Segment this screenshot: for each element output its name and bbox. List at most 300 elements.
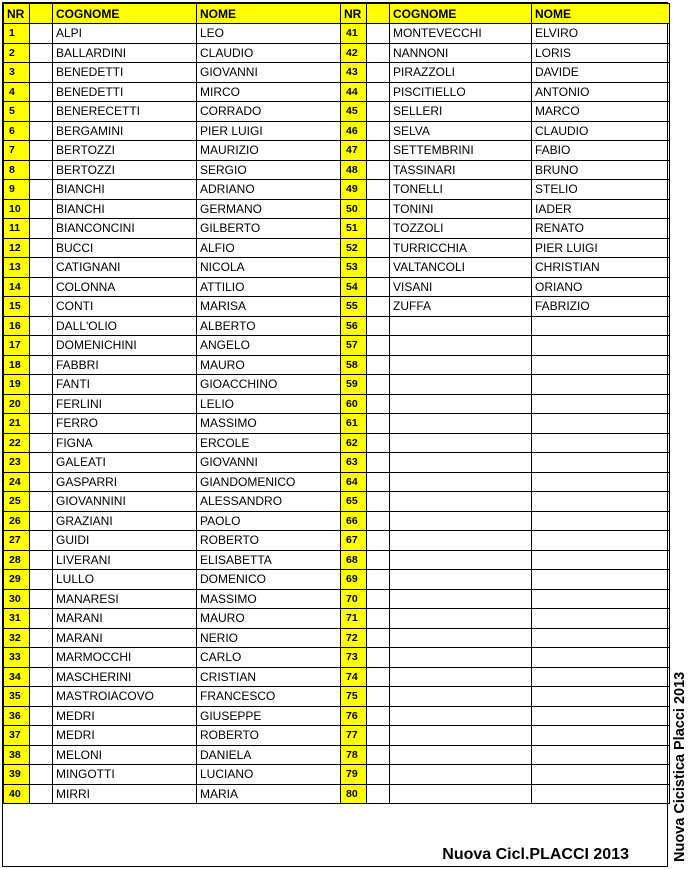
nome-cell	[532, 414, 670, 434]
nr-cell: 32	[4, 628, 30, 648]
nr-cell: 7	[4, 141, 30, 161]
blank-cell	[30, 628, 53, 648]
nr-cell: 80	[341, 784, 367, 804]
cognome-cell: BERTOZZI	[53, 141, 197, 161]
blank-cell	[367, 511, 390, 531]
nr-cell: 79	[341, 765, 367, 785]
cognome-cell	[390, 745, 532, 765]
cognome-cell: MARANI	[53, 628, 197, 648]
nr-cell: 17	[4, 336, 30, 356]
cognome-cell	[390, 765, 532, 785]
blank-cell	[367, 63, 390, 83]
nr-cell: 76	[341, 706, 367, 726]
blank-cell	[367, 141, 390, 161]
nr-cell: 78	[341, 745, 367, 765]
table-row	[4, 765, 670, 785]
nr-cell: 55	[341, 297, 367, 317]
nr-cell: 61	[341, 414, 367, 434]
blank-cell	[367, 24, 390, 44]
cognome-cell: MELONI	[53, 745, 197, 765]
table-row	[4, 745, 670, 765]
blank-cell	[30, 102, 53, 122]
nome-cell: ANGELO	[197, 336, 341, 356]
header-nr-left: NR	[4, 4, 30, 24]
cognome-cell: SELLERI	[390, 102, 532, 122]
nr-cell: 2	[4, 43, 30, 63]
nr-cell: 38	[4, 745, 30, 765]
header-row	[4, 4, 670, 24]
nome-cell: ERCOLE	[197, 433, 341, 453]
nome-cell: GIOVANNI	[197, 63, 341, 83]
cognome-cell	[390, 784, 532, 804]
blank-cell	[367, 219, 390, 239]
nr-cell: 58	[341, 355, 367, 375]
header-blank-right	[367, 4, 390, 24]
blank-cell	[367, 238, 390, 258]
cognome-cell: GRAZIANI	[53, 511, 197, 531]
blank-cell	[367, 394, 390, 414]
nome-cell	[532, 765, 670, 785]
blank-cell	[367, 297, 390, 317]
nome-cell: GILBERTO	[197, 219, 341, 239]
nome-cell	[532, 492, 670, 512]
nome-cell: CORRADO	[197, 102, 341, 122]
nr-cell: 65	[341, 492, 367, 512]
nome-cell	[532, 628, 670, 648]
cognome-cell: CONTI	[53, 297, 197, 317]
cognome-cell	[390, 355, 532, 375]
nome-cell: FRANCESCO	[197, 687, 341, 707]
blank-cell	[30, 531, 53, 551]
nome-cell: GIUSEPPE	[197, 706, 341, 726]
nome-cell: LELIO	[197, 394, 341, 414]
nr-cell: 4	[4, 82, 30, 102]
nr-cell: 33	[4, 648, 30, 668]
blank-cell	[30, 511, 53, 531]
blank-cell	[367, 706, 390, 726]
cognome-cell	[390, 609, 532, 629]
nome-cell: ELVIRO	[532, 24, 670, 44]
cognome-cell: DOMENICHINI	[53, 336, 197, 356]
nr-cell: 74	[341, 667, 367, 687]
table-row	[4, 82, 670, 102]
table-row	[4, 258, 670, 278]
table-row	[4, 589, 670, 609]
nome-cell: ELISABETTA	[197, 550, 341, 570]
nr-cell: 29	[4, 570, 30, 590]
blank-cell	[30, 745, 53, 765]
nome-cell: DAVIDE	[532, 63, 670, 83]
nr-cell: 68	[341, 550, 367, 570]
nr-cell: 67	[341, 531, 367, 551]
cognome-cell	[390, 414, 532, 434]
cognome-cell	[390, 531, 532, 551]
cognome-cell: GUIDI	[53, 531, 197, 551]
nr-cell: 41	[341, 24, 367, 44]
nome-cell	[532, 433, 670, 453]
cognome-cell	[390, 648, 532, 668]
blank-cell	[30, 765, 53, 785]
cognome-cell	[390, 472, 532, 492]
nr-cell: 19	[4, 375, 30, 395]
table-row	[4, 570, 670, 590]
header-nr-right: NR	[341, 4, 367, 24]
blank-cell	[30, 492, 53, 512]
table-row	[4, 297, 670, 317]
blank-cell	[367, 43, 390, 63]
table-row	[4, 453, 670, 473]
cognome-cell: BIANCHI	[53, 199, 197, 219]
nome-cell: LORIS	[532, 43, 670, 63]
nome-cell	[532, 336, 670, 356]
header-blank-left	[30, 4, 53, 24]
blank-cell	[30, 43, 53, 63]
nome-cell: ALFIO	[197, 238, 341, 258]
nome-cell: GERMANO	[197, 199, 341, 219]
nr-cell: 27	[4, 531, 30, 551]
nr-cell: 69	[341, 570, 367, 590]
nr-cell: 13	[4, 258, 30, 278]
blank-cell	[30, 687, 53, 707]
blank-cell	[30, 375, 53, 395]
cognome-cell: TURRICCHIA	[390, 238, 532, 258]
side-label: Nuova Cicistica Placci 2013	[672, 671, 688, 862]
nome-cell	[532, 589, 670, 609]
nome-cell: GIANDOMENICO	[197, 472, 341, 492]
table-row	[4, 628, 670, 648]
nome-cell	[532, 570, 670, 590]
blank-cell	[30, 180, 53, 200]
table-row	[4, 414, 670, 434]
nr-cell: 30	[4, 589, 30, 609]
nr-cell: 12	[4, 238, 30, 258]
cognome-cell: PISCITIELLO	[390, 82, 532, 102]
nr-cell: 73	[341, 648, 367, 668]
blank-cell	[30, 414, 53, 434]
nome-cell	[532, 687, 670, 707]
nome-cell: BRUNO	[532, 160, 670, 180]
nr-cell: 9	[4, 180, 30, 200]
nr-cell: 37	[4, 726, 30, 746]
blank-cell	[367, 160, 390, 180]
cognome-cell: FIGNA	[53, 433, 197, 453]
nome-cell: PIER LUIGI	[197, 121, 341, 141]
nr-cell: 66	[341, 511, 367, 531]
blank-cell	[367, 550, 390, 570]
blank-cell	[367, 589, 390, 609]
cognome-cell: PIRAZZOLI	[390, 63, 532, 83]
nome-cell: NICOLA	[197, 258, 341, 278]
table-row	[4, 726, 670, 746]
nr-cell: 36	[4, 706, 30, 726]
nr-cell: 24	[4, 472, 30, 492]
table-row	[4, 24, 670, 44]
blank-cell	[367, 570, 390, 590]
nome-cell	[532, 609, 670, 629]
blank-cell	[367, 472, 390, 492]
blank-cell	[30, 394, 53, 414]
cognome-cell: VALTANCOLI	[390, 258, 532, 278]
blank-cell	[367, 745, 390, 765]
nome-cell: CARLO	[197, 648, 341, 668]
nome-cell: MAURO	[197, 355, 341, 375]
cognome-cell: BALLARDINI	[53, 43, 197, 63]
nr-cell: 11	[4, 219, 30, 239]
nr-cell: 18	[4, 355, 30, 375]
blank-cell	[367, 648, 390, 668]
cognome-cell: FANTI	[53, 375, 197, 395]
blank-cell	[30, 141, 53, 161]
cognome-cell: BENERECETTI	[53, 102, 197, 122]
cognome-cell	[390, 316, 532, 336]
cognome-cell: GASPARRI	[53, 472, 197, 492]
nome-cell: STELIO	[532, 180, 670, 200]
cognome-cell: MARMOCCHI	[53, 648, 197, 668]
nome-cell: FABIO	[532, 141, 670, 161]
nr-cell: 42	[341, 43, 367, 63]
table-row	[4, 141, 670, 161]
blank-cell	[367, 667, 390, 687]
nome-cell	[532, 726, 670, 746]
cognome-cell: MEDRI	[53, 726, 197, 746]
cognome-cell: LULLO	[53, 570, 197, 590]
nr-cell: 28	[4, 550, 30, 570]
nr-cell: 25	[4, 492, 30, 512]
nr-cell: 46	[341, 121, 367, 141]
cognome-cell: VISANI	[390, 277, 532, 297]
table-row	[4, 43, 670, 63]
blank-cell	[30, 258, 53, 278]
blank-cell	[30, 784, 53, 804]
blank-cell	[30, 219, 53, 239]
blank-cell	[367, 784, 390, 804]
table-row	[4, 238, 670, 258]
nr-cell: 77	[341, 726, 367, 746]
nome-cell: ALBERTO	[197, 316, 341, 336]
blank-cell	[367, 414, 390, 434]
nr-cell: 16	[4, 316, 30, 336]
table-row	[4, 492, 670, 512]
cognome-cell: BUCCI	[53, 238, 197, 258]
table-row	[4, 102, 670, 122]
blank-cell	[30, 199, 53, 219]
table-row	[4, 687, 670, 707]
nr-cell: 26	[4, 511, 30, 531]
table-row	[4, 63, 670, 83]
footer-title: Nuova Cicl.PLACCI 2013	[442, 846, 629, 863]
nr-cell: 59	[341, 375, 367, 395]
blank-cell	[367, 492, 390, 512]
cognome-cell	[390, 570, 532, 590]
nome-cell: DANIELA	[197, 745, 341, 765]
nome-cell	[532, 550, 670, 570]
nr-cell: 63	[341, 453, 367, 473]
nome-cell: PIER LUIGI	[532, 238, 670, 258]
nome-cell: PAOLO	[197, 511, 341, 531]
blank-cell	[367, 277, 390, 297]
nr-cell: 40	[4, 784, 30, 804]
cognome-cell: ALPI	[53, 24, 197, 44]
nr-cell: 56	[341, 316, 367, 336]
cognome-cell: FABBRI	[53, 355, 197, 375]
cognome-cell: GIOVANNINI	[53, 492, 197, 512]
nr-cell: 21	[4, 414, 30, 434]
nome-cell	[532, 784, 670, 804]
nr-cell: 54	[341, 277, 367, 297]
nr-cell: 64	[341, 472, 367, 492]
table-row	[4, 180, 670, 200]
cognome-cell: LIVERANI	[53, 550, 197, 570]
nome-cell: ALESSANDRO	[197, 492, 341, 512]
nr-cell: 35	[4, 687, 30, 707]
nome-cell: CRISTIAN	[197, 667, 341, 687]
roster-body	[4, 24, 670, 804]
table-row	[4, 784, 670, 804]
nr-cell: 15	[4, 297, 30, 317]
cognome-cell: DALL'OLIO	[53, 316, 197, 336]
table-row	[4, 706, 670, 726]
blank-cell	[30, 277, 53, 297]
cognome-cell: BIANCHI	[53, 180, 197, 200]
blank-cell	[367, 199, 390, 219]
nome-cell: MARIA	[197, 784, 341, 804]
cognome-cell	[390, 726, 532, 746]
cognome-cell: BERTOZZI	[53, 160, 197, 180]
nome-cell	[532, 745, 670, 765]
nr-cell: 48	[341, 160, 367, 180]
blank-cell	[367, 121, 390, 141]
nome-cell	[532, 531, 670, 551]
nr-cell: 45	[341, 102, 367, 122]
nr-cell: 1	[4, 24, 30, 44]
blank-cell	[367, 258, 390, 278]
header-nome-left: NOME	[197, 4, 341, 24]
nr-cell: 53	[341, 258, 367, 278]
cognome-cell: MASTROIACOVO	[53, 687, 197, 707]
nr-cell: 5	[4, 102, 30, 122]
cognome-cell: MARANI	[53, 609, 197, 629]
nr-cell: 14	[4, 277, 30, 297]
nr-cell: 43	[341, 63, 367, 83]
nome-cell: FABRIZIO	[532, 297, 670, 317]
blank-cell	[367, 433, 390, 453]
table-row	[4, 433, 670, 453]
cognome-cell: FERRO	[53, 414, 197, 434]
nome-cell	[532, 375, 670, 395]
table-row	[4, 609, 670, 629]
nome-cell: ROBERTO	[197, 726, 341, 746]
blank-cell	[367, 82, 390, 102]
blank-cell	[30, 609, 53, 629]
table-row	[4, 316, 670, 336]
nome-cell: DOMENICO	[197, 570, 341, 590]
cognome-cell	[390, 667, 532, 687]
blank-cell	[30, 433, 53, 453]
nome-cell: SERGIO	[197, 160, 341, 180]
nome-cell: GIOACCHINO	[197, 375, 341, 395]
blank-cell	[367, 336, 390, 356]
blank-cell	[367, 531, 390, 551]
cognome-cell: MEDRI	[53, 706, 197, 726]
nome-cell	[532, 316, 670, 336]
cognome-cell: MIRRI	[53, 784, 197, 804]
cognome-cell: MANARESI	[53, 589, 197, 609]
nr-cell: 23	[4, 453, 30, 473]
nome-cell: NERIO	[197, 628, 341, 648]
blank-cell	[30, 316, 53, 336]
nr-cell: 10	[4, 199, 30, 219]
nr-cell: 57	[341, 336, 367, 356]
nome-cell	[532, 706, 670, 726]
table-row	[4, 336, 670, 356]
header-cognome-right: COGNOME	[390, 4, 532, 24]
blank-cell	[367, 316, 390, 336]
roster-table	[3, 3, 670, 804]
blank-cell	[30, 355, 53, 375]
nome-cell: MARISA	[197, 297, 341, 317]
blank-cell	[367, 628, 390, 648]
blank-cell	[30, 726, 53, 746]
nome-cell	[532, 355, 670, 375]
table-row	[4, 219, 670, 239]
cognome-cell	[390, 375, 532, 395]
cognome-cell	[390, 589, 532, 609]
table-row	[4, 277, 670, 297]
table-row	[4, 472, 670, 492]
header-cognome-left: COGNOME	[53, 4, 197, 24]
blank-cell	[367, 180, 390, 200]
nr-cell: 71	[341, 609, 367, 629]
cognome-cell: ZUFFA	[390, 297, 532, 317]
cognome-cell: FERLINI	[53, 394, 197, 414]
nome-cell: IADER	[532, 199, 670, 219]
table-row	[4, 394, 670, 414]
table-row	[4, 648, 670, 668]
nome-cell	[532, 648, 670, 668]
table-row	[4, 511, 670, 531]
nr-cell: 6	[4, 121, 30, 141]
cognome-cell	[390, 336, 532, 356]
blank-cell	[30, 667, 53, 687]
nome-cell: MAURIZIO	[197, 141, 341, 161]
cognome-cell: TONINI	[390, 199, 532, 219]
nome-cell: ROBERTO	[197, 531, 341, 551]
cognome-cell	[390, 492, 532, 512]
blank-cell	[30, 24, 53, 44]
header-nome-right: NOME	[532, 4, 670, 24]
nr-cell: 34	[4, 667, 30, 687]
cognome-cell	[390, 687, 532, 707]
nr-cell: 31	[4, 609, 30, 629]
blank-cell	[30, 589, 53, 609]
cognome-cell: BENEDETTI	[53, 82, 197, 102]
nr-cell: 50	[341, 199, 367, 219]
nome-cell	[532, 472, 670, 492]
table-row	[4, 550, 670, 570]
blank-cell	[30, 472, 53, 492]
nome-cell: CLAUDIO	[197, 43, 341, 63]
nome-cell	[532, 394, 670, 414]
nr-cell: 39	[4, 765, 30, 785]
blank-cell	[30, 297, 53, 317]
cognome-cell	[390, 511, 532, 531]
nome-cell	[532, 511, 670, 531]
nome-cell: ANTONIO	[532, 82, 670, 102]
blank-cell	[367, 609, 390, 629]
nome-cell: LEO	[197, 24, 341, 44]
nome-cell: LUCIANO	[197, 765, 341, 785]
nome-cell	[532, 667, 670, 687]
